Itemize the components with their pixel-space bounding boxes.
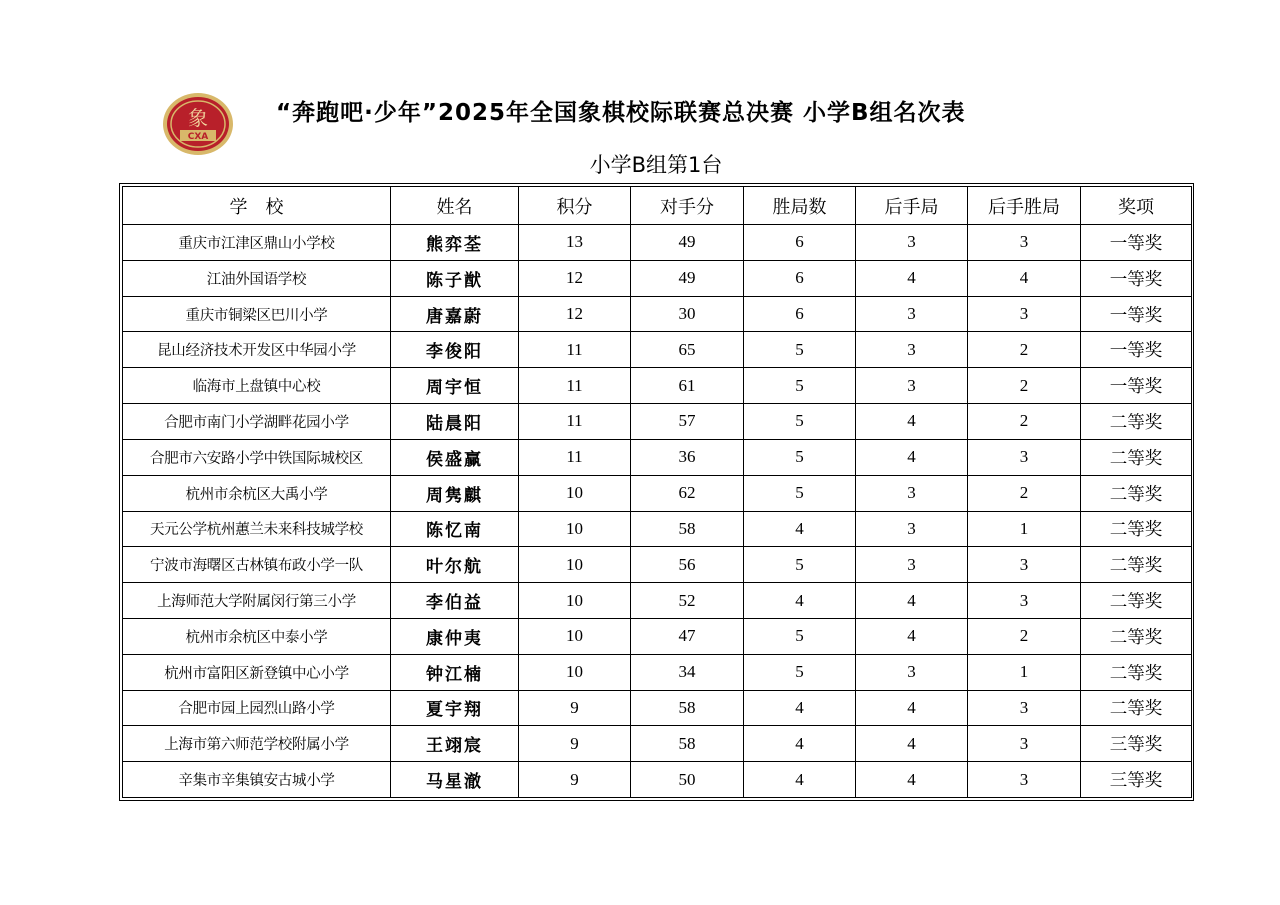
cell-points: 11 — [519, 439, 631, 475]
cell-school: 上海市第六师范学校附属小学 — [123, 726, 391, 762]
cell-school: 昆山经济技术开发区中华园小学 — [123, 332, 391, 368]
table-row — [123, 368, 1192, 404]
cell-wins: 6 — [744, 225, 856, 261]
cell-points: 9 — [519, 762, 631, 798]
cell-wins: 6 — [744, 296, 856, 332]
cell-award: 二等奖 — [1081, 511, 1192, 547]
cell-award: 二等奖 — [1081, 618, 1192, 654]
table-header-row — [123, 187, 1192, 225]
cell-opponent-points: 49 — [631, 260, 744, 296]
cell-points: 11 — [519, 332, 631, 368]
cell-school: 天元公学杭州蕙兰未来科技城学校 — [123, 511, 391, 547]
cell-school: 合肥市南门小学湖畔花园小学 — [123, 404, 391, 440]
cell-player-name: 李伯益 — [391, 583, 519, 619]
cell-black-wins: 3 — [968, 296, 1081, 332]
cell-opponent-points: 50 — [631, 762, 744, 798]
cell-black-games: 3 — [856, 332, 968, 368]
header-wins: 胜局数 — [744, 187, 856, 225]
cell-opponent-points: 56 — [631, 547, 744, 583]
cell-black-wins: 3 — [968, 225, 1081, 261]
cell-opponent-points: 58 — [631, 690, 744, 726]
cell-points: 10 — [519, 583, 631, 619]
cell-school: 宁波市海曙区古林镇布政小学一队 — [123, 547, 391, 583]
cell-player-name: 周隽麒 — [391, 475, 519, 511]
table-row — [123, 618, 1192, 654]
cell-opponent-points: 61 — [631, 368, 744, 404]
cell-black-games: 3 — [856, 475, 968, 511]
cell-opponent-points: 65 — [631, 332, 744, 368]
cell-school: 江油外国语学校 — [123, 260, 391, 296]
cell-wins: 5 — [744, 332, 856, 368]
cell-player-name: 侯盛赢 — [391, 439, 519, 475]
cell-award: 二等奖 — [1081, 583, 1192, 619]
table-row — [123, 654, 1192, 690]
table-row — [123, 296, 1192, 332]
cell-player-name: 钟江楠 — [391, 654, 519, 690]
svg-text:象: 象 — [188, 106, 208, 130]
table-row — [123, 583, 1192, 619]
cell-wins: 6 — [744, 260, 856, 296]
ranking-table — [122, 186, 1192, 798]
cell-black-wins: 3 — [968, 690, 1081, 726]
cell-black-games: 4 — [856, 439, 968, 475]
table-row — [123, 332, 1192, 368]
cell-opponent-points: 52 — [631, 583, 744, 619]
cell-points: 10 — [519, 654, 631, 690]
table-row — [123, 762, 1192, 798]
cell-black-wins: 3 — [968, 762, 1081, 798]
cell-player-name: 周宇恒 — [391, 368, 519, 404]
cell-school: 杭州市余杭区大禹小学 — [123, 475, 391, 511]
cell-school: 杭州市富阳区新登镇中心小学 — [123, 654, 391, 690]
cell-wins: 4 — [744, 583, 856, 619]
cell-black-wins: 2 — [968, 404, 1081, 440]
cell-school: 辛集市辛集镇安古城小学 — [123, 762, 391, 798]
cell-black-games: 3 — [856, 225, 968, 261]
cell-award: 三等奖 — [1081, 762, 1192, 798]
cell-wins: 4 — [744, 511, 856, 547]
cell-award: 三等奖 — [1081, 726, 1192, 762]
cell-wins: 5 — [744, 368, 856, 404]
cell-player-name: 夏宇翔 — [391, 690, 519, 726]
cell-opponent-points: 62 — [631, 475, 744, 511]
cell-black-games: 4 — [856, 404, 968, 440]
cell-points: 9 — [519, 690, 631, 726]
header-school: 学 校 — [123, 187, 391, 225]
cell-player-name: 康仲夷 — [391, 618, 519, 654]
cell-black-games: 3 — [856, 511, 968, 547]
header-name: 姓名 — [391, 187, 519, 225]
header-opponent-points: 对手分 — [631, 187, 744, 225]
cell-player-name: 叶尔航 — [391, 547, 519, 583]
cell-black-games: 4 — [856, 762, 968, 798]
cell-player-name: 李俊阳 — [391, 332, 519, 368]
cell-points: 10 — [519, 511, 631, 547]
table-row — [123, 404, 1192, 440]
cell-player-name: 陈子猷 — [391, 260, 519, 296]
cell-opponent-points: 58 — [631, 726, 744, 762]
cell-wins: 4 — [744, 762, 856, 798]
cell-points: 10 — [519, 475, 631, 511]
cell-wins: 5 — [744, 439, 856, 475]
cell-black-games: 3 — [856, 368, 968, 404]
cell-black-games: 3 — [856, 296, 968, 332]
cell-black-games: 4 — [856, 583, 968, 619]
cell-black-games: 3 — [856, 654, 968, 690]
cell-black-wins: 1 — [968, 654, 1081, 690]
cell-award: 二等奖 — [1081, 547, 1192, 583]
table-row — [123, 547, 1192, 583]
cell-black-wins: 2 — [968, 368, 1081, 404]
cell-award: 二等奖 — [1081, 690, 1192, 726]
cell-points: 12 — [519, 296, 631, 332]
table-row — [123, 439, 1192, 475]
cxa-logo — [162, 92, 234, 156]
cell-black-games: 4 — [856, 618, 968, 654]
table-row — [123, 475, 1192, 511]
cell-black-wins: 3 — [968, 439, 1081, 475]
cell-award: 二等奖 — [1081, 404, 1192, 440]
cell-black-wins: 2 — [968, 332, 1081, 368]
cell-points: 10 — [519, 547, 631, 583]
cell-award: 二等奖 — [1081, 475, 1192, 511]
cell-opponent-points: 49 — [631, 225, 744, 261]
cell-player-name: 陆晨阳 — [391, 404, 519, 440]
cell-opponent-points: 57 — [631, 404, 744, 440]
cell-opponent-points: 30 — [631, 296, 744, 332]
table-row — [123, 511, 1192, 547]
cell-school: 上海师范大学附属闵行第三小学 — [123, 583, 391, 619]
table-row — [123, 260, 1192, 296]
cell-points: 10 — [519, 618, 631, 654]
table-row — [123, 726, 1192, 762]
cell-points: 11 — [519, 368, 631, 404]
cell-wins: 5 — [744, 475, 856, 511]
header-black-wins: 后手胜局 — [968, 187, 1081, 225]
table-row — [123, 690, 1192, 726]
cell-black-games: 3 — [856, 547, 968, 583]
cell-award: 一等奖 — [1081, 368, 1192, 404]
cell-wins: 4 — [744, 690, 856, 726]
cell-black-wins: 2 — [968, 475, 1081, 511]
cell-player-name: 王翊宸 — [391, 726, 519, 762]
table-row — [123, 225, 1192, 261]
cell-black-games: 4 — [856, 726, 968, 762]
header-black-games: 后手局 — [856, 187, 968, 225]
cell-school: 杭州市余杭区中泰小学 — [123, 618, 391, 654]
cell-wins: 5 — [744, 404, 856, 440]
cell-black-games: 4 — [856, 690, 968, 726]
cell-wins: 4 — [744, 726, 856, 762]
cell-player-name: 马星澈 — [391, 762, 519, 798]
cell-black-games: 4 — [856, 260, 968, 296]
cell-award: 一等奖 — [1081, 296, 1192, 332]
cell-wins: 5 — [744, 618, 856, 654]
cell-points: 13 — [519, 225, 631, 261]
header-award: 奖项 — [1081, 187, 1192, 225]
page-title: “奔跑吧·少年”2025年全国象棋校际联赛总决赛 小学B组名次表 — [276, 100, 966, 126]
ranking-table-frame — [119, 183, 1194, 801]
cell-school: 合肥市六安路小学中铁国际城校区 — [123, 439, 391, 475]
cell-award: 二等奖 — [1081, 654, 1192, 690]
cell-black-wins: 4 — [968, 260, 1081, 296]
svg-text:CXA: CXA — [187, 132, 209, 142]
cell-wins: 5 — [744, 547, 856, 583]
cell-award: 二等奖 — [1081, 439, 1192, 475]
cell-school: 临海市上盘镇中心校 — [123, 368, 391, 404]
cell-black-wins: 3 — [968, 726, 1081, 762]
cell-opponent-points: 47 — [631, 618, 744, 654]
cell-player-name: 陈忆南 — [391, 511, 519, 547]
cell-player-name: 熊弈荃 — [391, 225, 519, 261]
cell-player-name: 唐嘉蔚 — [391, 296, 519, 332]
cell-opponent-points: 36 — [631, 439, 744, 475]
cell-school: 重庆市铜梁区巴川小学 — [123, 296, 391, 332]
cell-award: 一等奖 — [1081, 332, 1192, 368]
cell-black-wins: 1 — [968, 511, 1081, 547]
cell-school: 合肥市园上园烈山路小学 — [123, 690, 391, 726]
cell-opponent-points: 58 — [631, 511, 744, 547]
cell-award: 一等奖 — [1081, 260, 1192, 296]
cell-award: 一等奖 — [1081, 225, 1192, 261]
cell-points: 12 — [519, 260, 631, 296]
cell-wins: 5 — [744, 654, 856, 690]
cell-black-wins: 2 — [968, 618, 1081, 654]
cell-school: 重庆市江津区鼎山小学校 — [123, 225, 391, 261]
cell-points: 11 — [519, 404, 631, 440]
table-subtitle: 小学B组第1台 — [589, 153, 723, 177]
cell-black-wins: 3 — [968, 583, 1081, 619]
cell-opponent-points: 34 — [631, 654, 744, 690]
cell-black-wins: 3 — [968, 547, 1081, 583]
cell-points: 9 — [519, 726, 631, 762]
header-points: 积分 — [519, 187, 631, 225]
